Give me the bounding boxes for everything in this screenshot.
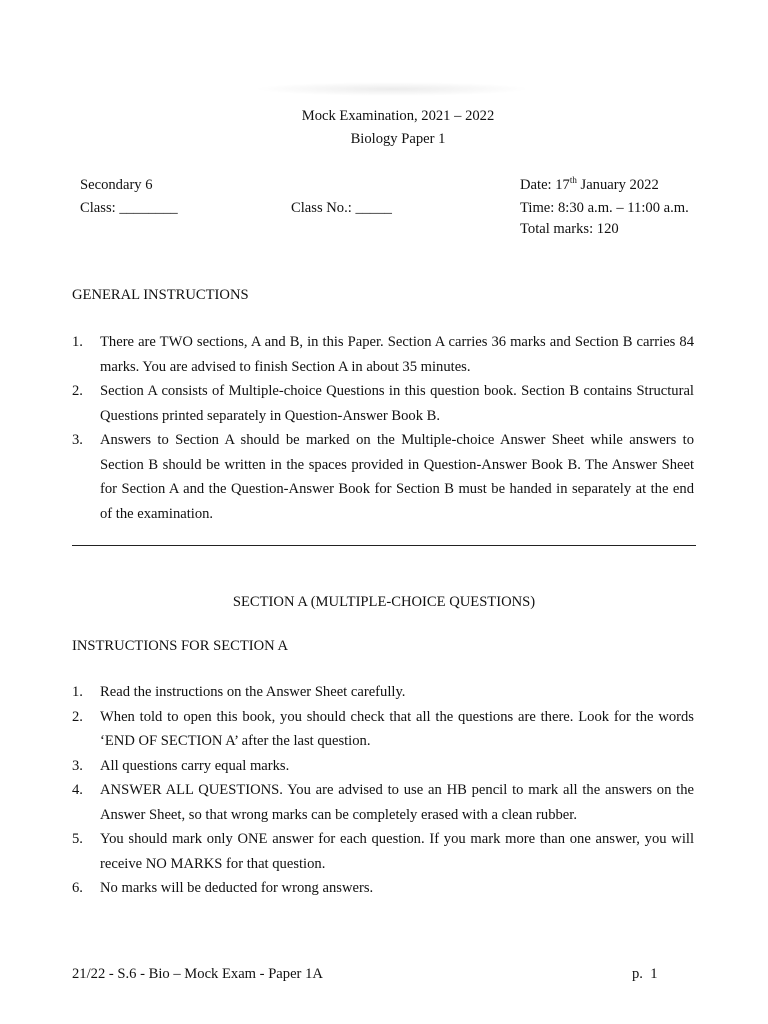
- instruction-number: 3.: [72, 757, 83, 774]
- instruction-item: [72, 754, 694, 779]
- instruction-text: There are TWO sections, A and B, in this Paper. Section A carries 36 marks and Section B carries 84 marks. You are advised to finish Section A in about 35 minutes.: [100, 334, 694, 375]
- instruction-text: Section A consists of Multiple-choice Questions in this question book. Section B contains Structural Questions printed separately in Question-Answer Book B.: [100, 383, 694, 424]
- total-marks: Total marks: 120: [520, 221, 619, 237]
- instruction-text: No marks will be deducted for wrong answers.: [100, 880, 374, 896]
- instruction-item: [72, 428, 694, 526]
- instruction-number: 1.: [72, 684, 83, 700]
- paper-title: Biology Paper 1: [350, 131, 446, 147]
- section-a-title: SECTION A (MULTIPLE-CHOICE QUESTIONS): [232, 594, 536, 610]
- instruction-item: [72, 778, 694, 827]
- instruction-number: 4.: [72, 782, 83, 798]
- instruction-number: 3.: [72, 432, 83, 448]
- instruction-item: [72, 379, 694, 428]
- section-a-instructions-heading: INSTRUCTIONS FOR SECTION A: [72, 638, 289, 654]
- footer-paper-code: 21/22 - S.6 - Bio – Mock Exam - Paper 1A: [72, 966, 323, 982]
- general-instructions-list: [72, 330, 694, 526]
- instruction-text: ANSWER ALL QUESTIONS. You are advised to use an HB pencil to mark all the answers on the Answer Sheet, so that wrong marks can be completely erased with a clean rubber.: [100, 782, 694, 823]
- section-divider: [72, 545, 696, 546]
- class-no-field: Class No.: _____: [291, 200, 392, 216]
- instruction-text: Answers to Section A should be marked on the Multiple-choice Answer Sheet while answers to Section B should be written in the spaces provided in Question-Answer Book B. The Answer Sheet for Section A and the Question-Answer Book for Section B must be handed in separately at the end of the examination.: [100, 432, 694, 522]
- scan-smudge: [255, 82, 530, 96]
- instruction-number: 1.: [72, 334, 83, 350]
- instruction-text: All questions carry equal marks.: [100, 757, 290, 774]
- instruction-number: 5.: [72, 831, 83, 847]
- instruction-item: [72, 680, 694, 705]
- exam-time: Time: 8:30 a.m. – 11:00 a.m.: [520, 200, 689, 216]
- instruction-item: [72, 330, 694, 379]
- exam-title: Mock Examination, 2021 – 2022: [301, 108, 495, 124]
- instruction-item: [72, 827, 694, 876]
- instruction-item: [72, 705, 694, 754]
- general-instructions-heading: GENERAL INSTRUCTIONS: [72, 287, 249, 303]
- instruction-text: Read the instructions on the Answer Sheet carefully.: [100, 684, 406, 700]
- instruction-number: 6.: [72, 880, 83, 896]
- instruction-text: When told to open this book, you should check that all the questions are there. Look for the words ‘END OF SECTION A’ after the last question.: [100, 708, 694, 749]
- form-level: Secondary 6: [80, 177, 153, 193]
- instruction-item: [72, 876, 694, 901]
- instruction-text: You should mark only ONE answer for each question. If you mark more than one answer, you will receive NO MARKS for that question.: [100, 831, 694, 872]
- instruction-number: 2.: [72, 708, 83, 725]
- class-field: Class: ________: [80, 200, 178, 216]
- section-a-instructions-list: [72, 680, 694, 901]
- exam-date: Date: 17th January 2022: [520, 175, 659, 193]
- instruction-number: 2.: [72, 383, 83, 399]
- footer-page-number: p. 1: [632, 966, 658, 982]
